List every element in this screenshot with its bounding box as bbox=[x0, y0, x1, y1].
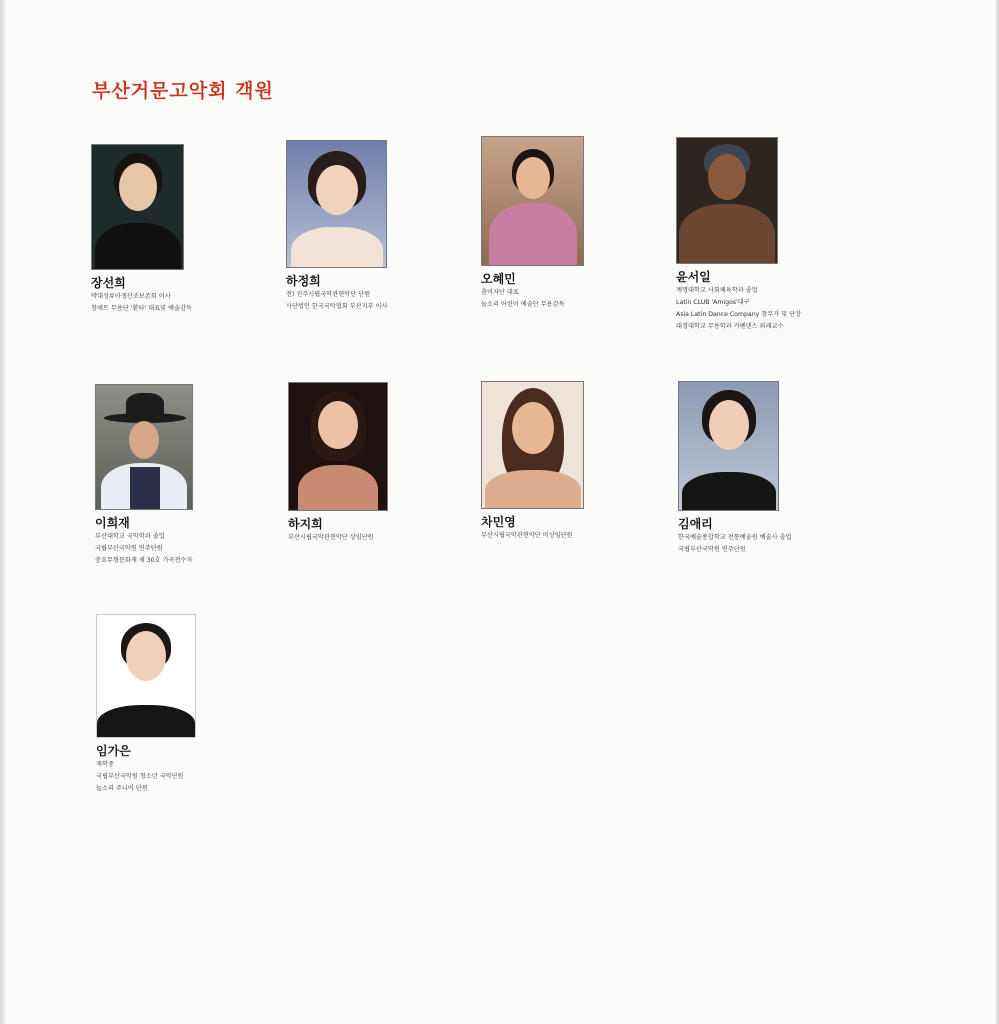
member-name: 윤서일 bbox=[676, 270, 711, 284]
page-edge bbox=[995, 0, 999, 1024]
member-desc: 재학중 bbox=[96, 761, 114, 768]
member-desc: 중요무형문화재 제 30호 가곡전수자 bbox=[95, 557, 193, 564]
member-desc: 놀소리 주니어 단원 bbox=[96, 785, 148, 792]
member-photo bbox=[481, 136, 584, 266]
member-desc: 춤비자단 대표 bbox=[481, 289, 519, 296]
member-photo bbox=[96, 614, 196, 738]
member-card bbox=[676, 137, 856, 333]
member-name: 차민영 bbox=[481, 515, 516, 529]
member-card bbox=[95, 384, 275, 567]
member-photo bbox=[288, 382, 388, 511]
member-name: 이희재 bbox=[95, 516, 130, 530]
member-name: 장선희 bbox=[91, 276, 126, 290]
member-photo bbox=[678, 381, 779, 511]
member-photo bbox=[91, 144, 184, 270]
member-name: 오혜민 bbox=[481, 272, 516, 286]
member-desc: 사단법인 한국국악협회 부산지부 이사 bbox=[286, 303, 388, 310]
member-desc: Latin CLUB 'Amigos'대구 bbox=[676, 299, 750, 306]
member-desc: 박대성류아쟁산조보존회 이사 bbox=[91, 293, 171, 300]
member-name: 하지희 bbox=[288, 517, 323, 531]
member-card bbox=[481, 136, 661, 311]
page-title: 부산거문고악회 객원 bbox=[92, 80, 274, 102]
member-desc: 국립부산국악원 연주단원 bbox=[678, 546, 746, 553]
member-desc: 국립부산국악원 청소년 국악단원 bbox=[96, 773, 184, 780]
member-card bbox=[288, 382, 468, 544]
member-name: 임가은 bbox=[96, 744, 131, 758]
member-desc: 놀소리 어린이 예술단 무용감독 bbox=[481, 301, 565, 308]
member-desc: 부산대학교 국악학과 졸업 bbox=[95, 533, 165, 540]
member-photo bbox=[286, 140, 387, 268]
member-desc: Asia Latin Dance Company 창무가 및 단장 bbox=[676, 311, 802, 318]
member-desc: 전) 진주시립국악관현악단 단원 bbox=[286, 291, 371, 298]
member-desc: 국립부산국악원 연주단원 bbox=[95, 545, 163, 552]
member-card bbox=[678, 381, 858, 556]
member-card bbox=[91, 144, 271, 315]
member-name: 김애리 bbox=[678, 517, 713, 531]
member-desc: 부산시립국악관현악단 비상임단원 bbox=[481, 532, 573, 539]
member-photo bbox=[481, 381, 584, 509]
member-photo bbox=[676, 137, 778, 264]
member-desc: 한국예술종합학교 전통예술원 예술사 졸업 bbox=[678, 534, 792, 541]
member-card bbox=[481, 381, 661, 542]
member-name: 하정희 bbox=[286, 274, 321, 288]
member-card bbox=[286, 140, 466, 313]
member-desc: 계명대학교 사회체육학과 졸업 bbox=[676, 287, 758, 294]
member-desc: 부산시립국악관현악단 상임단원 bbox=[288, 534, 374, 541]
page-edge bbox=[0, 0, 6, 1024]
member-card bbox=[96, 614, 276, 795]
member-desc: 대경대학교 무용학과 카펜댄스 외래교수 bbox=[676, 323, 784, 330]
member-desc: 창세트 무용단 '환타' 대표및 예술감독 bbox=[91, 305, 192, 312]
member-photo bbox=[95, 384, 193, 510]
